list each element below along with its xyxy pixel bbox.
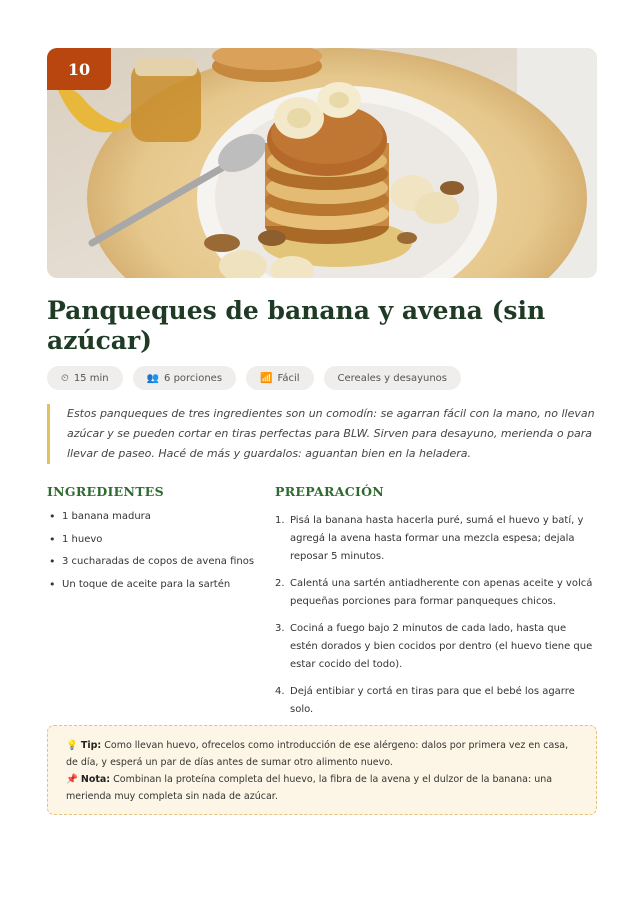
servings-label: 6 porciones xyxy=(164,372,223,384)
ingredients-list xyxy=(47,510,262,600)
difficulty-chip xyxy=(246,366,313,390)
recipe-meta xyxy=(47,366,461,390)
note-label: Nota: xyxy=(80,774,111,785)
recipe-photo xyxy=(47,48,597,278)
pin-icon: 📌 xyxy=(66,774,78,785)
ingredients-heading: INGREDIENTES xyxy=(47,484,164,499)
preparation-heading: PREPARACIÓN xyxy=(275,484,385,499)
preparation-steps xyxy=(275,512,597,728)
time-label: 15 min xyxy=(73,372,109,384)
ingredient-item: • 3 cucharadas de copos de avena finos xyxy=(47,555,262,569)
ingredient-item: • Un toque de aceite para la sartén xyxy=(47,578,262,592)
tip-text: Como llevan huevo, ofrecelos como introducción de ese alérgeno: dalos por primera vez en casa, de día, y esperá un par de días antes de sumar otro alimento nuevo. xyxy=(66,740,569,768)
tip-label: Tip: xyxy=(80,740,102,751)
tips-box xyxy=(47,725,597,815)
difficulty-icon: 📶 xyxy=(260,372,273,384)
pancake-stack-image xyxy=(47,48,597,278)
category-chip xyxy=(324,366,461,390)
ingredient-item: • 1 huevo xyxy=(47,533,262,547)
ingredient-item: • 1 banana madura xyxy=(47,510,262,524)
recipe-intro: Estos panqueques de tres ingredientes son un comodín: se agarran fácil con la mano, no llevan azúcar y se pueden cortar en tiras perfectas para BLW. Sirven para desayuno, merienda o para llevar de paseo. Hacé de más y guardalos: aguantan bien en la heladera. xyxy=(47,404,597,464)
note-text: Combinan la proteína completa del huevo, la fibra de la avena y el dulzor de la banana: una merienda muy completa sin nada de azúcar. xyxy=(66,774,553,802)
recipe-title: Panqueques de banana y avena (sin azúcar) xyxy=(47,296,546,355)
servings-chip xyxy=(133,366,236,390)
step-item: 2. Calentá una sartén antiadherente con apenas aceite y volcá pequeñas porciones para formar panqueques chicos. xyxy=(275,578,593,607)
time-chip xyxy=(47,366,123,390)
step-item: 1. Pisá la banana hasta hacerla puré, sumá el huevo y batí, y agregá la avena hasta formar una mezcla espesa; dejala reposar 5 minutos. xyxy=(275,515,584,562)
clock-icon: ⏲ xyxy=(61,372,69,384)
difficulty-label: Fácil xyxy=(277,372,300,384)
servings-icon: 👥 xyxy=(146,372,160,384)
step-item: 3. Cociná a fuego bajo 2 minutos de cada lado, hasta que estén dorados y bien cocidos por dentro (el huevo tiene que estar cocido del todo). xyxy=(275,623,593,670)
lightbulb-icon: 💡 xyxy=(66,740,78,751)
step-item: 4. Dejá entibiar y cortá en tiras para que el bebé los agarre solo. xyxy=(275,686,575,715)
note-line xyxy=(66,771,578,805)
tip-line xyxy=(66,737,578,771)
category-label: Cereales y desayunos xyxy=(337,372,447,384)
recipe-number-badge: 10 xyxy=(47,48,111,90)
